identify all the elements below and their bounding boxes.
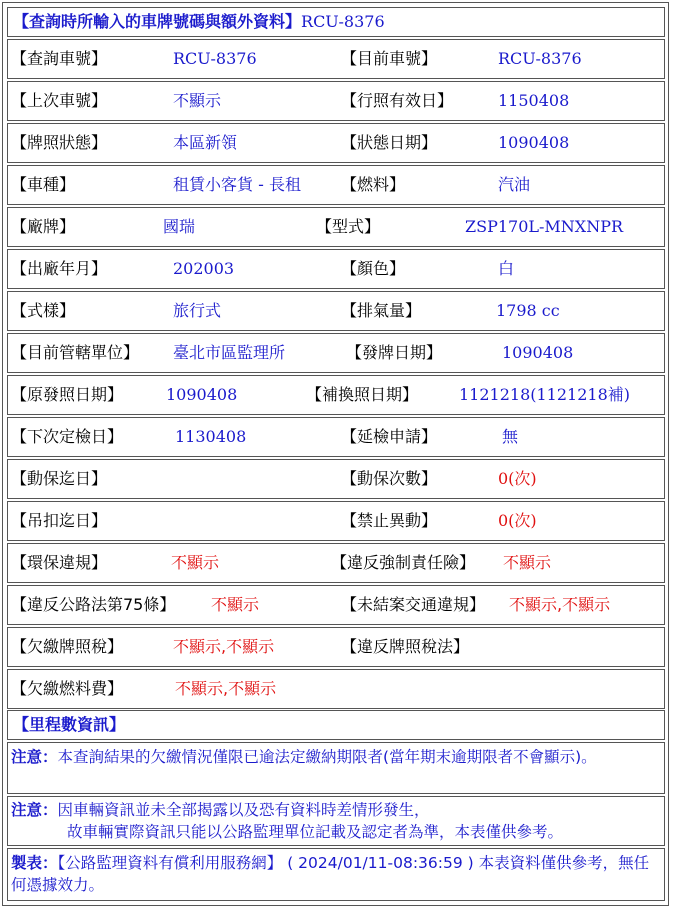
note-1-text — [11, 746, 661, 768]
field-value: 汽油 — [498, 175, 531, 194]
mileage-row — [7, 710, 665, 740]
field-value: 本區新領 — [173, 133, 238, 152]
field-label: 【欠繳燃料費】 — [11, 679, 124, 698]
field-label: 【行照有效日】 — [341, 91, 454, 110]
query-title-row — [7, 7, 665, 37]
field-label: 【違反公路法第75條】 — [11, 595, 176, 614]
field-label: 【欠繳牌照稅】 — [11, 637, 124, 656]
field-value: 不顯示,不顯示 — [175, 679, 277, 698]
field-label: 【環保違規】 — [11, 553, 108, 572]
field-label: 【廠牌】 — [11, 217, 76, 236]
field-value: 1150408 — [498, 91, 570, 110]
info-row — [7, 543, 665, 583]
field-label: 【式樣】 — [11, 301, 76, 320]
info-row — [7, 501, 665, 541]
field-value: 不顯示 — [211, 595, 260, 614]
field-label: 【顏色】 — [341, 259, 406, 278]
field-label: 【禁止異動】 — [341, 511, 438, 530]
field-label: 【動保迄日】 — [11, 469, 108, 488]
field-label: 【未結案交通違規】 — [341, 595, 486, 614]
field-label: 【牌照狀態】 — [11, 133, 108, 152]
field-value: ZSP170L-MNXNPR — [465, 217, 623, 236]
field-value: 國瑞 — [163, 217, 196, 236]
info-row — [7, 291, 665, 331]
field-value: 不顯示 — [171, 553, 220, 572]
note-1 — [7, 742, 665, 794]
field-value: 不顯示,不顯示 — [509, 595, 611, 614]
field-value: 1130408 — [175, 427, 247, 446]
field-label: 【車種】 — [11, 175, 76, 194]
field-label: 【違反強制責任險】 — [331, 553, 476, 572]
field-value: 0(次) — [498, 511, 537, 530]
field-value: 不顯示 — [503, 553, 552, 572]
field-value: 0(次) — [498, 469, 537, 488]
field-label: 【吊扣迄日】 — [11, 511, 108, 530]
field-value: 1090408 — [502, 343, 574, 362]
field-label: 【違反牌照稅法】 — [341, 637, 470, 656]
note-2-prefix: 注意： — [11, 801, 58, 819]
info-row — [7, 669, 665, 709]
field-value: 不顯示,不顯示 — [173, 637, 275, 656]
field-label: 【型式】 — [316, 217, 381, 236]
field-label: 【動保次數】 — [341, 469, 438, 488]
field-label: 【補換照日期】 — [306, 385, 419, 404]
info-row — [7, 585, 665, 625]
field-label: 【目前管轄單位】 — [11, 343, 140, 362]
field-label: 【排氣量】 — [341, 301, 422, 320]
field-label: 【延檢申請】 — [341, 427, 438, 446]
note-2-line-2: 故車輛實際資訊只能以公路監理單位記載及認定者為準，本表僅供參考。 — [67, 823, 564, 841]
info-row — [7, 165, 665, 205]
note-2 — [7, 796, 665, 846]
field-value: 臺北市區監理所 — [173, 343, 286, 362]
note-1-prefix: 注意： — [11, 748, 58, 766]
field-value: 202003 — [173, 259, 235, 278]
field-label: 【燃料】 — [341, 175, 406, 194]
footer-note — [7, 848, 665, 901]
info-row — [7, 207, 665, 247]
query-title-label: 【查詢時所輸入的車牌號碼與額外資料】 — [13, 12, 302, 31]
info-row — [7, 375, 665, 415]
field-value: 無 — [502, 427, 519, 446]
info-row — [7, 627, 665, 667]
field-value: 1798 cc — [496, 301, 560, 320]
note-2-text — [11, 799, 661, 843]
field-label: 【狀態日期】 — [341, 133, 438, 152]
info-row — [7, 39, 665, 79]
note-1-body: 本查詢結果的欠繳情況僅限已逾法定繳納期限者(當年期末逾期限者不會顯示)。 — [57, 748, 597, 766]
info-row — [7, 417, 665, 457]
info-row — [7, 81, 665, 121]
field-value: 1121218(1121218補) — [459, 385, 631, 404]
field-value: 1090408 — [498, 133, 570, 152]
info-row — [7, 123, 665, 163]
field-value: 不顯示 — [173, 91, 222, 110]
field-label: 【上次車號】 — [11, 91, 108, 110]
footer-body: 【公路監理資料有償利用服務網】 ( 2024/01/11-08:36:59 ) 本表資料僅供參考，無任何憑據效力。 — [11, 854, 650, 894]
field-value: 1090408 — [166, 385, 238, 404]
mileage-label: 【里程數資訊】 — [13, 715, 126, 734]
info-row — [7, 459, 665, 499]
query-title — [13, 12, 385, 32]
footer-prefix: 製表： — [11, 854, 58, 872]
info-row — [7, 249, 665, 289]
query-title-plate: RCU-8376 — [301, 12, 385, 31]
field-label: 【下次定檢日】 — [11, 427, 124, 446]
field-label: 【出廠年月】 — [11, 259, 108, 278]
field-value: 白 — [498, 259, 515, 278]
note-2-line-1: 因車輛資訊並未全部揭露以及恐有資料時差情形發生， — [57, 801, 430, 819]
field-label: 【原發照日期】 — [11, 385, 124, 404]
field-value: RCU-8376 — [498, 49, 582, 68]
field-label: 【查詢車號】 — [11, 49, 108, 68]
field-value: RCU-8376 — [173, 49, 257, 68]
field-label: 【目前車號】 — [341, 49, 438, 68]
field-value: 租賃小客貨 - 長租 — [173, 175, 301, 194]
footer-text — [11, 852, 661, 896]
info-row — [7, 333, 665, 373]
field-label: 【發牌日期】 — [346, 343, 443, 362]
field-value: 旅行式 — [173, 301, 222, 320]
